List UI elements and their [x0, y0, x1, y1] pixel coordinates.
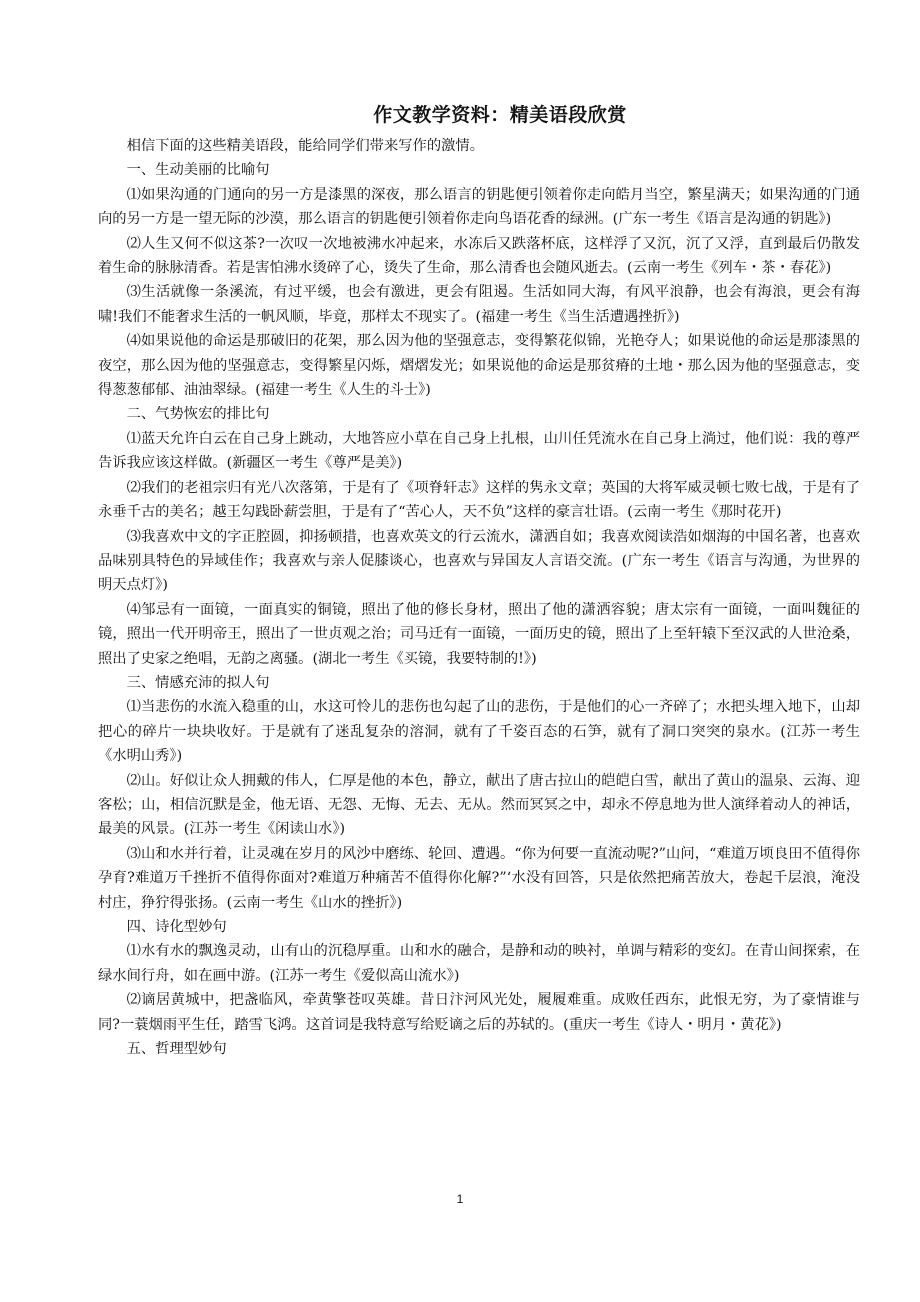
section-heading: 三、情感充沛的拟人句 [126, 674, 270, 691]
section-heading: 一、生动美丽的比喻句 [126, 162, 270, 179]
section-heading: 五、哲理型妙句 [126, 1041, 227, 1058]
paragraph: ⑵山。好似让众人拥戴的伟人，仁厚是他的本色，静立，献出了唐古拉山的皑皑白雪，献出了黄山的温泉、云海、迎客松；山，相信沉默是金，他无语、无怨、无悔、无去、无从。然而冥冥之中，却永不停息地为世人演绎着动人的神话，最美的风景。(江苏一考生《闲读山水》) [98, 772, 860, 838]
paragraph: ⑷如果说他的命运是那破旧的花架，那么因为他的坚强意志，变得繁花似锦，光艳夺人；如果说他的命运是那漆黑的夜空，那么因为他的坚强意志，变得繁星闪烁，熠熠发光；如果说他的命运是那贫瘠的土地・那么因为他的坚强意志，变得葱葱郁郁、油油翠绿。(福建一考生《人生的斗士》) [98, 333, 860, 399]
paragraph: ⑴当悲伤的水流入稳重的山，水这可怜儿的悲伤也勾起了山的悲伤，于是他们的心一齐碎了；水把头埋入地下，山却把心的碎片一块块收好。于是就有了迷乱复杂的溶洞，就有了千姿百态的石笋，就有了洞口突突的泉水。(江苏一考生《水明山秀》) [98, 699, 860, 765]
page-number: 1 [456, 1192, 464, 1206]
paragraph: ⑴如果沟通的门通向的另一方是漆黑的深夜，那么语言的钥匙便引领着你走向皓月当空，繁星满天；如果沟通的门通向的另一方是一望无际的沙漠，那么语言的钥匙便引领着你走向鸟语花香的绿洲。(广东一考生《语言是沟通的钥匙》) [98, 186, 860, 228]
intro-paragraph: 相信下面的这些精美语段，能给同学们带来写作的激情。 [126, 138, 485, 154]
paragraph: ⑶我喜欢中文的字正腔圆，抑扬顿措，也喜欢英文的行云流水，潇洒自如；我喜欢阅读浩如烟海的中国名著，也喜欢品味别具特色的异域佳作；我喜欢与亲人促膝谈心，也喜欢与异国友人言语交流。(广东一考生《语言与沟通，为世界的明天点灯》) [98, 528, 860, 594]
paragraph: ⑶生活就像一条溪流，有过平缓，也会有激进，更会有阻遏。生活如同大海，有风平浪静，也会有海浪，更会有海啸!我们不能奢求生活的一帆风顺，毕竟，那样太不现实了。(福建一考生《当生活遭遇挫折》) [98, 284, 860, 325]
section-heading: 二、气势恢宏的排比句 [126, 406, 270, 423]
document-title: 作文教学资料：精美语段欣赏 [373, 104, 627, 126]
section-heading: 四、诗化型妙句 [126, 919, 227, 935]
paragraph: ⑵谪居黄城中，把盏临风，牵黄擎苍叹英雄。昔日汴河风光处，履履难重。成败任西东，此恨无穷，为了豪情谁与同?一蓑烟雨平生任，踏雪飞鸿。这首词是我特意写给贬谪之后的苏轼的。(重庆一考生《诗人・明月・黄花》) [98, 992, 860, 1033]
paragraph: ⑵人生又何不似这茶?一次叹一次地被沸水冲起来，水冻后又跌落杯底，这样浮了又沉，沉了又浮，直到最后仍散发着生命的脉脉清香。若是害怕沸水烫碎了心，烫失了生命，那么清香也会随风逝去。(云南一考生《列车・茶・春花》) [98, 235, 860, 277]
paragraph: ⑶山和水并行着，让灵魂在岁月的风沙中磨练、轮回、遭遇。“你为何要一直流动呢?”山问，“难道万顷良田不值得你孕育?难道万千挫折不值得你面对?难道万种痛苦不值得你化解?”‘水没有回答，只是依然把痛苦放大，卷起千层浪，淹没村庄，狰狞得张扬。(云南一考生《山水的挫折》) [98, 845, 860, 911]
paragraph: ⑴蓝天允许白云在自己身上跳动，大地答应小草在自己身上扎根，山川任凭流水在自己身上淌过，他们说：我的尊严告诉我应该这样做。(新疆区一考生《尊严是美》) [98, 430, 860, 472]
paragraph: ⑵我们的老祖宗归有光八次落第，于是有了《项脊轩志》这样的隽永文章；英国的大将军威灵顿七败七战，于是有了永垂千古的美名；越王勾践卧薪尝胆，于是有了“苦心人，天不负”这样的豪言壮语。(云南一考生《那时花开) [98, 479, 860, 521]
paragraph: ⑴水有水的飘逸灵动，山有山的沉稳厚重。山和水的融合，是静和动的映衬，单调与精彩的变幻。在青山间探索，在绿水间行舟，如在画中游。(江苏一考生《爱似高山流水》) [98, 943, 860, 984]
paragraph: ⑷邹忌有一面镜，一面真实的铜镜，照出了他的修长身材，照出了他的潇洒容貌；唐太宗有一面镜，一面叫魏征的镜，照出一代开明帝王，照出了一世贞观之治；司马迁有一面镜，一面历史的镜，照出了上至轩辕下至汉武的人世沧桑，照出了史家之绝唱，无韵之离骚。(湖北一考生《买镜，我要特制的!》) [98, 601, 860, 667]
document-body [98, 134, 860, 1061]
